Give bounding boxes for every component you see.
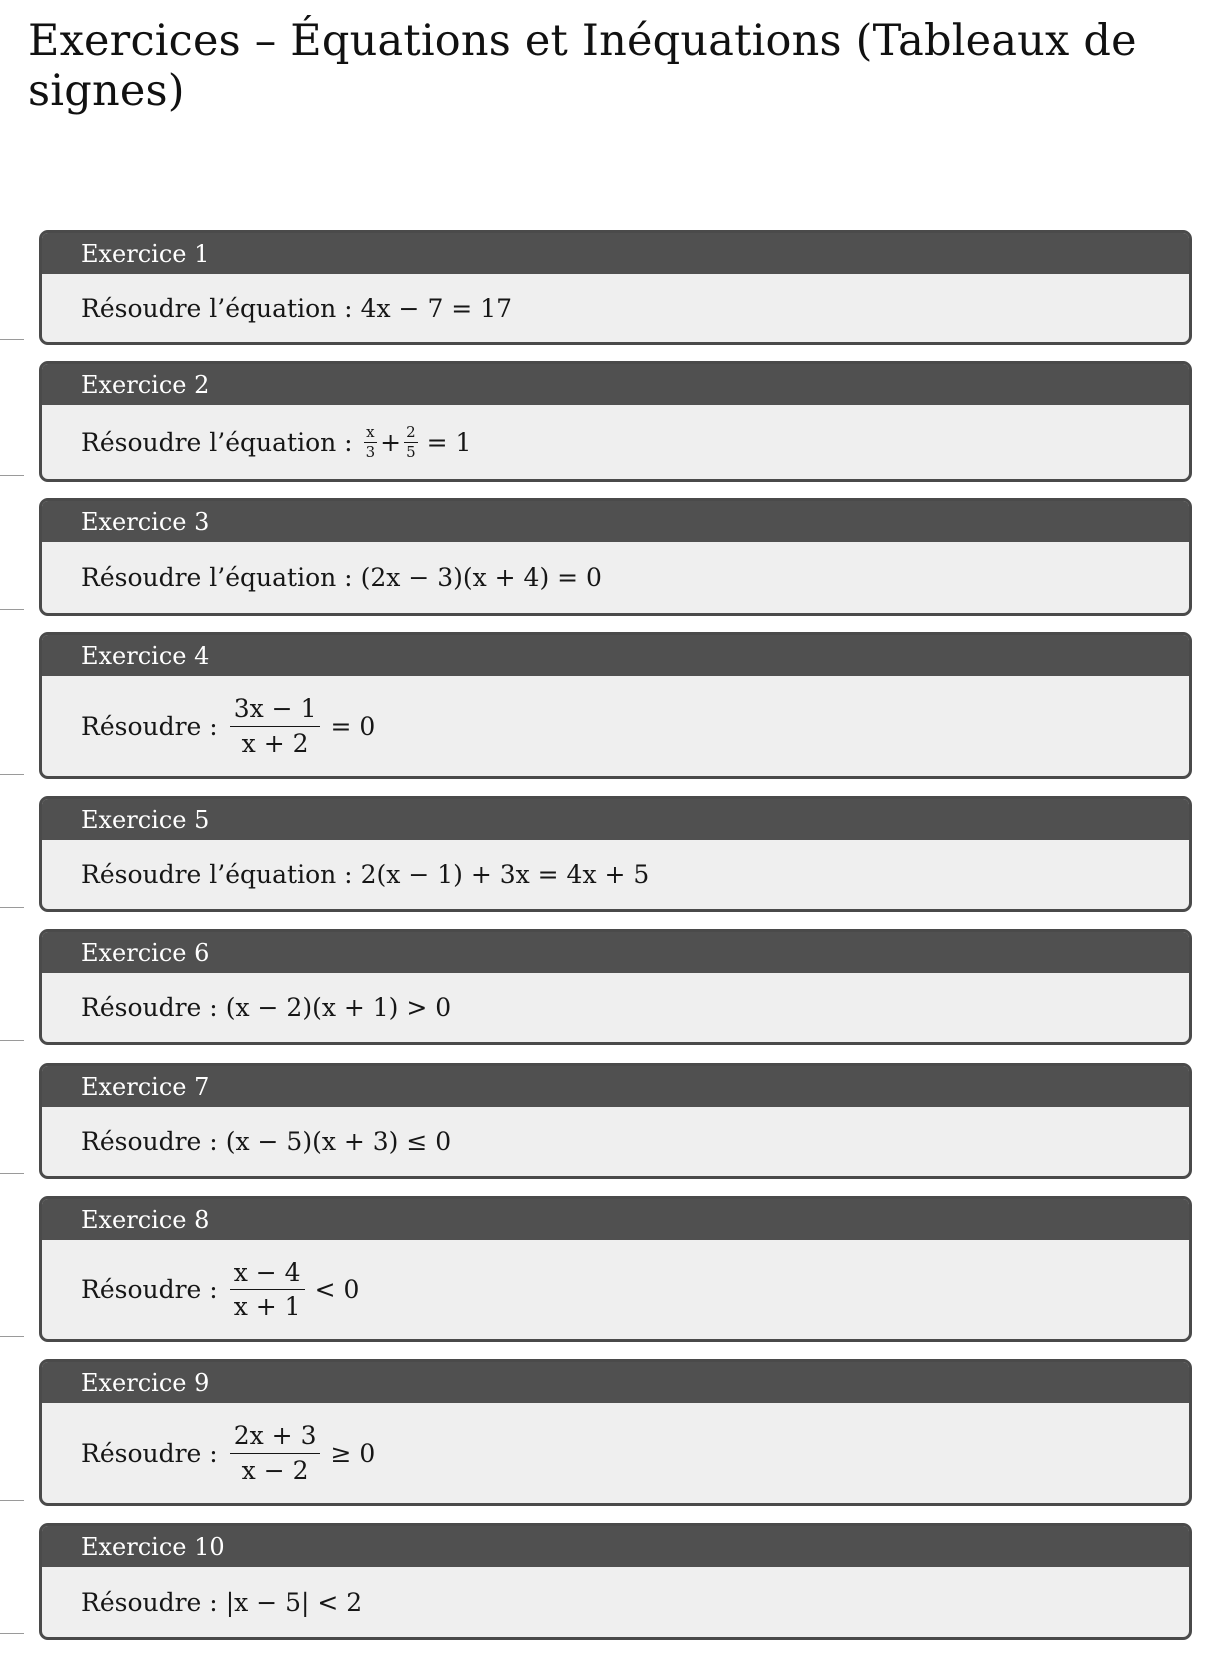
exercise-prompt: Résoudre : <box>81 711 218 741</box>
margin-tick <box>0 1173 24 1174</box>
exercise-body <box>42 973 1189 1042</box>
margin-tick <box>0 774 24 775</box>
fraction-numerator: 2x + 3 <box>230 1422 321 1454</box>
fraction-denominator: x − 2 <box>241 1455 309 1485</box>
exercise-box-1 <box>39 230 1192 345</box>
exercise-box-3 <box>39 498 1192 616</box>
expression-tail: < 0 <box>314 1275 360 1304</box>
margin-tick <box>0 907 24 908</box>
exercise-title: Exercice 4 <box>42 635 1189 676</box>
exercise-body <box>42 274 1189 342</box>
exercise-prompt: Résoudre : <box>81 1127 218 1156</box>
exercise-body <box>42 1240 1189 1339</box>
margin-tick <box>0 475 24 476</box>
exercise-expression: (x − 5)(x + 3) ≤ 0 <box>225 1127 452 1156</box>
fraction-numerator: 3x − 1 <box>230 695 321 727</box>
exercise-title: Exercice 8 <box>42 1199 1189 1240</box>
fraction <box>230 1259 305 1321</box>
exercise-expression <box>226 1422 376 1484</box>
exercise-body <box>42 840 1189 909</box>
exercise-prompt: Résoudre l’équation : <box>81 293 353 323</box>
exercise-box-7 <box>39 1063 1192 1179</box>
exercise-box-6 <box>39 929 1192 1045</box>
fraction <box>404 424 418 460</box>
exercise-expression: (2x − 3)(x + 4) = 0 <box>360 563 602 592</box>
exercise-prompt: Résoudre l’équation : <box>81 427 353 457</box>
plus-sign: + <box>380 427 402 457</box>
exercise-title: Exercice 3 <box>42 501 1189 542</box>
fraction-denominator: x + 1 <box>233 1292 301 1321</box>
exercise-body <box>42 1107 1189 1176</box>
exercise-title: Exercice 1 <box>42 233 1189 274</box>
expression-tail: = 0 <box>330 711 376 741</box>
exercise-title: Exercice 2 <box>42 364 1189 405</box>
exercise-box-10 <box>39 1523 1192 1640</box>
exercise-box-2 <box>39 361 1192 482</box>
exercise-expression <box>226 1259 360 1321</box>
margin-tick <box>0 609 24 610</box>
exercise-prompt: Résoudre : <box>81 1438 218 1468</box>
exercise-box-4 <box>39 632 1192 779</box>
margin-tick <box>0 1500 24 1501</box>
exercise-expression: |x − 5| < 2 <box>225 1587 363 1617</box>
exercise-prompt: Résoudre : <box>81 993 218 1022</box>
exercise-title: Exercice 7 <box>42 1066 1189 1107</box>
margin-tick <box>0 1336 24 1337</box>
exercise-box-9 <box>39 1359 1192 1506</box>
exercise-expression <box>226 695 376 757</box>
exercise-title: Exercice 9 <box>42 1362 1189 1403</box>
exercise-title: Exercice 10 <box>42 1526 1189 1567</box>
exercise-expression: 2(x − 1) + 3x = 4x + 5 <box>360 860 650 889</box>
exercise-title: Exercice 5 <box>42 799 1189 840</box>
exercise-prompt: Résoudre l’équation : <box>81 860 353 889</box>
exercise-prompt: Résoudre : <box>81 1587 218 1617</box>
exercise-body <box>42 542 1189 613</box>
expression-tail: = 1 <box>426 427 472 457</box>
exercise-body <box>42 405 1189 479</box>
exercise-prompt: Résoudre : <box>81 1275 218 1304</box>
fraction-numerator: x <box>366 423 375 441</box>
exercise-expression: (x − 2)(x + 1) > 0 <box>225 993 452 1022</box>
exercise-box-5 <box>39 796 1192 912</box>
fraction <box>230 1422 321 1484</box>
expression-tail: ≥ 0 <box>330 1438 376 1468</box>
fraction-numerator: x − 4 <box>230 1259 305 1291</box>
exercise-body <box>42 1567 1189 1637</box>
exercise-box-8 <box>39 1196 1192 1342</box>
margin-tick <box>0 339 24 340</box>
margin-tick <box>0 1040 24 1041</box>
exercise-body <box>42 676 1189 776</box>
fraction-denominator: x + 2 <box>241 728 309 758</box>
fraction-denominator: 3 <box>365 442 376 461</box>
page-title: Exercices – Équations et Inéquations (Tableaux de signes) <box>28 16 1137 116</box>
fraction <box>230 695 321 757</box>
exercise-expression: 4x − 7 = 17 <box>360 293 513 323</box>
margin-tick <box>0 1633 24 1634</box>
fraction <box>364 424 378 460</box>
exercise-body <box>42 1403 1189 1503</box>
exercise-title: Exercice 6 <box>42 932 1189 973</box>
exercise-prompt: Résoudre l’équation : <box>81 563 353 592</box>
fraction-numerator: 2 <box>406 423 416 441</box>
exercise-expression <box>361 424 472 460</box>
fraction-denominator: 5 <box>406 442 416 461</box>
